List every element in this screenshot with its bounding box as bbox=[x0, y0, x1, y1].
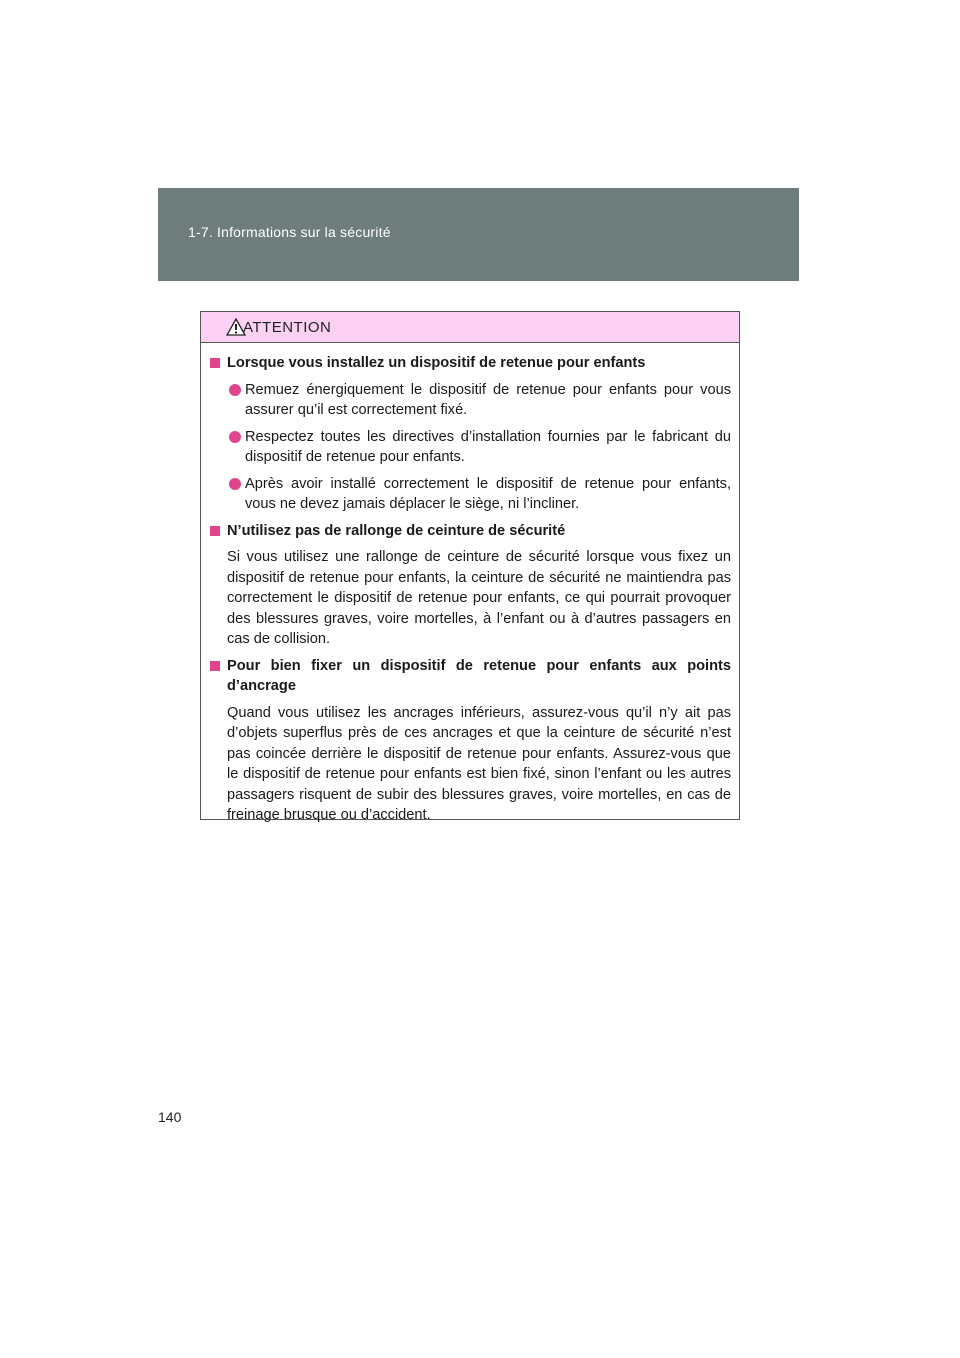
bullet-item bbox=[210, 474, 731, 515]
bullet-item bbox=[210, 380, 731, 421]
square-bullet-icon bbox=[210, 358, 220, 368]
warning-section bbox=[210, 656, 731, 826]
square-bullet-icon bbox=[210, 526, 220, 536]
section-paragraph: Quand vous utilisez les ancrages inférieurs, assurez-vous qu’il n’y ait pas d’objets superflus près de ces ancrages et que la ceinture de sécurité n’est pas coincée derrière le dispositif de retenue pour enfants. Assurez-vous que le dispositif de retenue pour enfants est bien fixé, sinon l’enfant ou les autres passagers risquent de subir des blessures graves, voire mortelles, en cas de freinage brusque ou d’accident. bbox=[227, 704, 731, 823]
warning-section bbox=[210, 521, 731, 650]
section-heading bbox=[210, 353, 731, 374]
section-paragraph: Si vous utilisez une rallonge de ceinture de sécurité lorsque vous fixez un dispositif de retenue pour enfants, la ceinture de sécurité ne maintiendra pas correctement le dispositif de retenue pour enfants, ce qui pourrait provoquer des blessures graves, voire mortelles, à l’enfant ou à d’autres passagers en cas de collision. bbox=[227, 549, 731, 647]
header-band bbox=[158, 188, 799, 281]
section-heading bbox=[210, 521, 731, 542]
page-number: 140 bbox=[158, 1109, 182, 1125]
warning-box bbox=[200, 311, 740, 823]
round-bullet-icon bbox=[229, 478, 241, 490]
warning-body bbox=[201, 343, 739, 826]
section-title: 1-7. Informations sur la sécurité bbox=[188, 224, 391, 240]
section-heading-text: N’utilisez pas de rallonge de ceinture de sécurité bbox=[227, 522, 566, 539]
round-bullet-icon bbox=[229, 384, 241, 396]
bullet-text: Respectez toutes les directives d’installation fournies par le fabricant du dispositif de retenue pour enfants. bbox=[245, 428, 731, 465]
section-heading-text: Pour bien fixer un dispositif de retenue pour enfants aux points d’ancrage bbox=[227, 657, 731, 694]
bullet-text: Après avoir installé correctement le dispositif de retenue pour enfants, vous ne devez jamais déplacer le siège, ni l’incliner. bbox=[245, 475, 731, 512]
bullet-item bbox=[210, 427, 731, 468]
section-heading-text: Lorsque vous installez un dispositif de retenue pour enfants bbox=[227, 355, 646, 371]
section-heading bbox=[210, 656, 731, 697]
square-bullet-icon bbox=[210, 661, 220, 671]
warning-header bbox=[201, 312, 739, 343]
warning-section bbox=[210, 353, 731, 515]
round-bullet-icon bbox=[229, 431, 241, 443]
bullet-text: Remuez énergiquement le dispositif de retenue pour enfants pour vous assurer qu’il est correctement fixé. bbox=[245, 381, 731, 418]
warning-label: ATTENTION bbox=[243, 319, 332, 336]
